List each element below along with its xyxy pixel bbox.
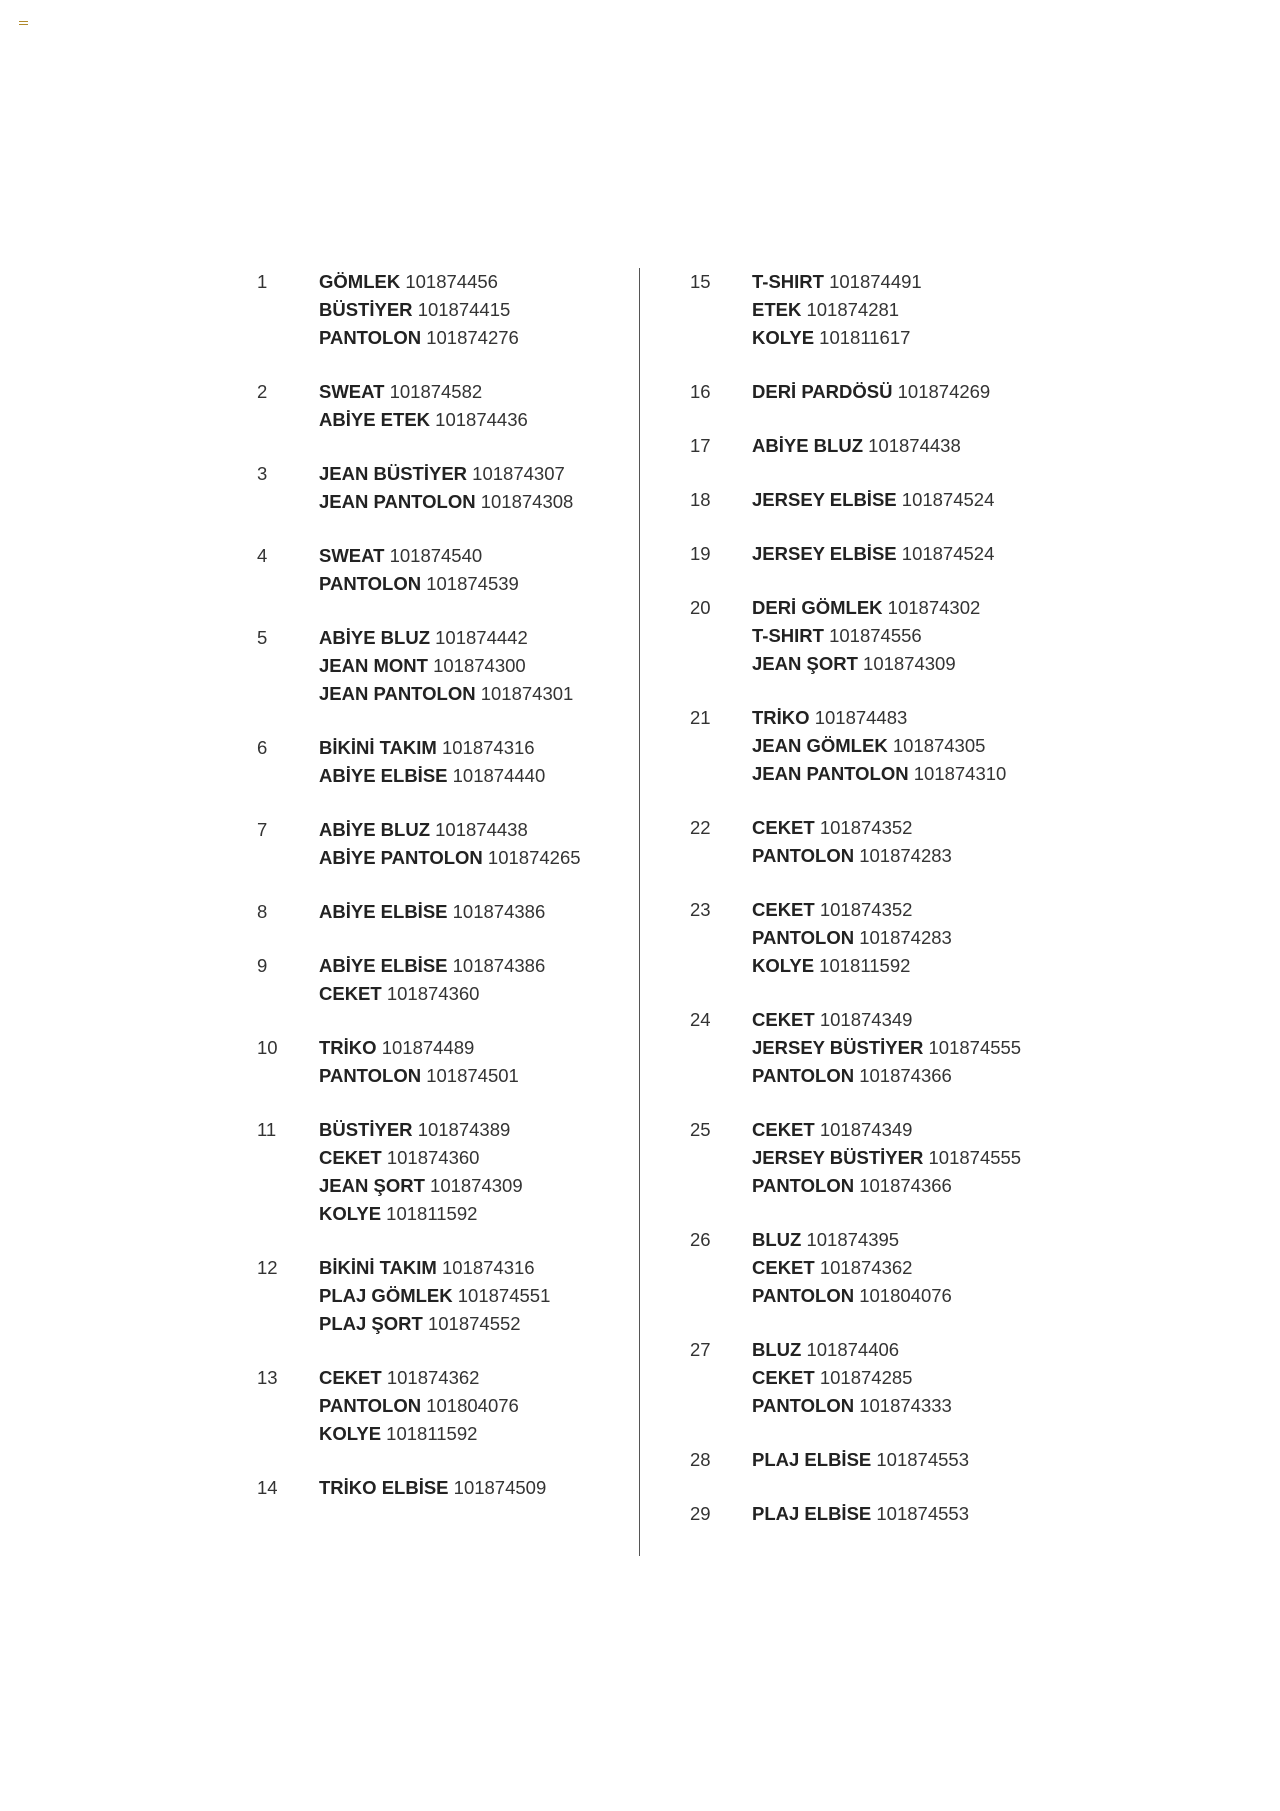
product-name: PANTOLON [319, 1065, 422, 1086]
product-name: PANTOLON [319, 573, 422, 594]
product-name: BLUZ [752, 1339, 802, 1360]
outfit-entry [690, 378, 1110, 406]
product-line [319, 460, 617, 488]
product-line [319, 680, 617, 708]
entry-number: 11 [257, 1119, 277, 1140]
entry-number: 14 [257, 1477, 278, 1498]
product-line [752, 324, 1110, 352]
product-name: TRİKO [752, 707, 810, 728]
outfit-entry [690, 814, 1110, 870]
product-code: 101874524 [901, 543, 995, 564]
product-code: 101874283 [859, 845, 952, 866]
product-line [319, 488, 617, 516]
product-line [752, 1144, 1110, 1172]
product-line [319, 570, 617, 598]
right-column [690, 268, 1110, 1528]
outfit-entry [257, 1474, 617, 1502]
product-line [319, 1062, 617, 1090]
product-code: 101874301 [480, 683, 574, 704]
product-name: PANTOLON [319, 1395, 422, 1416]
outfit-entry [257, 1116, 617, 1228]
product-name: JEAN PANTOLON [752, 763, 909, 784]
product-name: PLAJ ELBİSE [752, 1503, 872, 1524]
product-name: ETEK [752, 299, 802, 320]
product-name: KOLYE [752, 955, 815, 976]
product-name: TRİKO ELBİSE [319, 1477, 449, 1498]
product-name: TRİKO [319, 1037, 377, 1058]
product-code: 101874269 [897, 381, 991, 402]
product-code: 101874307 [472, 463, 565, 484]
product-code: 101874555 [928, 1147, 1022, 1168]
product-code: 101811592 [386, 1203, 478, 1224]
product-code: 101874395 [806, 1229, 900, 1250]
product-code: 101874406 [806, 1339, 900, 1360]
entry-number: 8 [257, 901, 268, 922]
product-code: 101804076 [859, 1285, 952, 1306]
product-line [319, 624, 617, 652]
product-name: CEKET [752, 1257, 815, 1278]
product-code: 101874551 [457, 1285, 551, 1306]
product-name: JEAN PANTOLON [319, 491, 476, 512]
product-name: JERSEY ELBİSE [752, 489, 897, 510]
product-line [752, 1446, 1110, 1474]
entry-number: 5 [257, 627, 268, 648]
entry-number: 25 [690, 1119, 711, 1140]
product-code: 101874415 [417, 299, 511, 320]
product-code: 101874556 [829, 625, 922, 646]
product-code: 101874349 [819, 1119, 913, 1140]
product-line [319, 652, 617, 680]
outfit-entry [690, 1116, 1110, 1200]
product-code: 101874276 [426, 327, 519, 348]
product-name: JERSEY BÜSTİYER [752, 1147, 924, 1168]
entry-number: 26 [690, 1229, 711, 1250]
product-code: 101804076 [426, 1395, 519, 1416]
product-line [752, 378, 1110, 406]
product-name: JEAN GÖMLEK [752, 735, 888, 756]
product-line [752, 1062, 1110, 1090]
product-line [319, 762, 617, 790]
product-code: 101874360 [386, 983, 480, 1004]
product-line [319, 1116, 617, 1144]
product-line [752, 1500, 1110, 1528]
product-name: ABİYE ELBİSE [319, 765, 448, 786]
product-line [752, 1226, 1110, 1254]
outfit-entry [690, 486, 1110, 514]
product-name: ABİYE ETEK [319, 409, 431, 430]
product-code: 101874438 [435, 819, 528, 840]
product-code: 101874309 [430, 1175, 523, 1196]
outfit-entry [257, 268, 617, 352]
outfit-entry [257, 734, 617, 790]
outfit-entry [690, 540, 1110, 568]
product-code: 101874524 [901, 489, 995, 510]
entry-number: 22 [690, 817, 711, 838]
product-code: 101874440 [452, 765, 546, 786]
product-code: 101874366 [859, 1175, 952, 1196]
product-name: GÖMLEK [319, 271, 401, 292]
entry-number: 10 [257, 1037, 278, 1058]
product-name: CEKET [752, 1367, 815, 1388]
product-line [752, 432, 1110, 460]
outfit-entry [257, 460, 617, 516]
product-name: SWEAT [319, 381, 385, 402]
product-code: 101874438 [868, 435, 961, 456]
product-line [752, 1254, 1110, 1282]
product-code: 101874285 [819, 1367, 913, 1388]
outfit-entry [690, 1446, 1110, 1474]
product-line [319, 378, 617, 406]
product-line [319, 952, 617, 980]
product-code: 101874553 [876, 1449, 969, 1470]
product-line [752, 1116, 1110, 1144]
product-line [319, 1254, 617, 1282]
product-line [319, 816, 617, 844]
product-code: 101874501 [426, 1065, 519, 1086]
product-name: T-SHIRT [752, 271, 824, 292]
entry-number: 24 [690, 1009, 711, 1030]
product-name: KOLYE [319, 1203, 382, 1224]
product-code: 101874456 [405, 271, 498, 292]
product-line [752, 1392, 1110, 1420]
product-line [319, 1310, 617, 1338]
product-code: 101811592 [386, 1423, 478, 1444]
product-line [752, 1364, 1110, 1392]
product-line [752, 1034, 1110, 1062]
product-name: KOLYE [319, 1423, 382, 1444]
product-code: 101874316 [441, 737, 535, 758]
product-name: KOLYE [752, 327, 815, 348]
product-line [752, 268, 1110, 296]
product-name: ABİYE BLUZ [319, 627, 430, 648]
outfit-entry [257, 952, 617, 1008]
product-line [752, 594, 1110, 622]
product-code: 101874308 [480, 491, 574, 512]
product-name: PANTOLON [752, 1175, 855, 1196]
entry-number: 9 [257, 955, 268, 976]
product-line [319, 1034, 617, 1062]
product-code: 101874300 [433, 655, 526, 676]
menu-icon[interactable] [19, 21, 28, 27]
product-name: PANTOLON [752, 1285, 855, 1306]
product-code: 101874539 [426, 573, 519, 594]
product-line [319, 844, 617, 872]
outfit-entry [690, 704, 1110, 788]
product-name: T-SHIRT [752, 625, 824, 646]
entry-number: 29 [690, 1503, 711, 1524]
product-name: BİKİNİ TAKIM [319, 1257, 437, 1278]
product-name: ABİYE BLUZ [319, 819, 430, 840]
product-line [319, 296, 617, 324]
product-name: PANTOLON [752, 1065, 855, 1086]
entry-number: 2 [257, 381, 268, 402]
product-line [319, 1172, 617, 1200]
product-code: 101874386 [452, 955, 546, 976]
product-code: 101874483 [814, 707, 908, 728]
product-line [752, 704, 1110, 732]
product-name: ABİYE ELBİSE [319, 901, 448, 922]
outfit-entry [690, 1500, 1110, 1528]
product-code: 101874352 [819, 817, 913, 838]
entry-number: 20 [690, 597, 711, 618]
entry-number: 12 [257, 1257, 278, 1278]
outfit-entry [690, 594, 1110, 678]
product-name: PANTOLON [752, 845, 855, 866]
product-code: 101874555 [928, 1037, 1022, 1058]
product-name: SWEAT [319, 545, 385, 566]
product-line [752, 842, 1110, 870]
product-code: 101874352 [819, 899, 913, 920]
product-code: 101874362 [819, 1257, 913, 1278]
entry-number: 7 [257, 819, 268, 840]
product-name: PANTOLON [752, 1395, 855, 1416]
product-code: 101874302 [887, 597, 981, 618]
product-name: BİKİNİ TAKIM [319, 737, 437, 758]
product-code: 101874362 [386, 1367, 480, 1388]
column-divider [639, 268, 640, 1556]
product-name: JERSEY BÜSTİYER [752, 1037, 924, 1058]
product-line [319, 542, 617, 570]
outfit-entry [690, 1006, 1110, 1090]
product-line [319, 1420, 617, 1448]
product-name: BLUZ [752, 1229, 802, 1250]
product-code: 101874283 [859, 927, 952, 948]
product-code: 101874436 [435, 409, 528, 430]
product-line [319, 268, 617, 296]
product-code: 101874366 [859, 1065, 952, 1086]
product-code: 101874316 [441, 1257, 535, 1278]
entry-number: 15 [690, 271, 711, 292]
product-line [752, 732, 1110, 760]
product-code: 101874386 [452, 901, 546, 922]
product-line [752, 622, 1110, 650]
product-line [752, 924, 1110, 952]
product-name: ABİYE PANTOLON [319, 847, 483, 868]
product-line [752, 296, 1110, 324]
product-name: PLAJ GÖMLEK [319, 1285, 453, 1306]
product-code: 101874491 [829, 271, 922, 292]
product-line [752, 952, 1110, 980]
outfit-entry [690, 1336, 1110, 1420]
outfit-entry [257, 1364, 617, 1448]
product-name: ABİYE ELBİSE [319, 955, 448, 976]
outfit-entry [690, 432, 1110, 460]
product-line [319, 1282, 617, 1310]
entry-number: 19 [690, 543, 711, 564]
product-line [319, 1392, 617, 1420]
product-line [319, 898, 617, 926]
product-code: 101874309 [863, 653, 956, 674]
product-code: 101874489 [381, 1037, 475, 1058]
entry-number: 23 [690, 899, 711, 920]
outfit-entry [257, 1254, 617, 1338]
product-line [319, 1474, 617, 1502]
product-name: CEKET [752, 1009, 815, 1030]
product-code: 101874552 [427, 1313, 521, 1334]
product-line [319, 324, 617, 352]
product-line [752, 760, 1110, 788]
entry-number: 16 [690, 381, 711, 402]
entry-number: 1 [257, 271, 268, 292]
product-line [319, 1144, 617, 1172]
product-code: 101811617 [819, 327, 911, 348]
product-name: JEAN PANTOLON [319, 683, 476, 704]
product-line [752, 1336, 1110, 1364]
outfit-entry [257, 816, 617, 872]
product-line [752, 1282, 1110, 1310]
product-name: CEKET [319, 1147, 382, 1168]
product-line [319, 1200, 617, 1228]
product-line [319, 1364, 617, 1392]
entry-number: 3 [257, 463, 268, 484]
product-code: 101874582 [389, 381, 483, 402]
product-name: PANTOLON [752, 927, 855, 948]
outfit-entry [690, 896, 1110, 980]
product-name: BÜSTİYER [319, 1119, 413, 1140]
product-name: JEAN MONT [319, 655, 428, 676]
entry-number: 27 [690, 1339, 711, 1360]
product-code: 101874305 [892, 735, 986, 756]
entry-number: 21 [690, 707, 711, 728]
product-name: JERSEY ELBİSE [752, 543, 897, 564]
product-name: PANTOLON [319, 327, 422, 348]
entry-number: 6 [257, 737, 268, 758]
product-code: 101874310 [913, 763, 1007, 784]
product-line [752, 896, 1110, 924]
product-code: 101874333 [859, 1395, 952, 1416]
outfit-entry [257, 542, 617, 598]
product-name: BÜSTİYER [319, 299, 413, 320]
product-name: JEAN BÜSTİYER [319, 463, 468, 484]
entry-number: 4 [257, 545, 268, 566]
left-column [257, 268, 617, 1502]
product-line [752, 1006, 1110, 1034]
product-name: PLAJ ŞORT [319, 1313, 423, 1334]
product-name: JEAN ŞORT [319, 1175, 425, 1196]
product-code: 101874553 [876, 1503, 969, 1524]
product-name: DERİ PARDÖSÜ [752, 381, 893, 402]
entry-number: 17 [690, 435, 711, 456]
product-name: CEKET [752, 1119, 815, 1140]
product-code: 101874509 [453, 1477, 547, 1498]
product-name: ABİYE BLUZ [752, 435, 863, 456]
outfit-entry [690, 268, 1110, 352]
product-line [752, 814, 1110, 842]
outfit-entry [690, 1226, 1110, 1310]
product-name: CEKET [319, 983, 382, 1004]
product-code: 101874281 [806, 299, 900, 320]
product-code: 101811592 [819, 955, 911, 976]
product-line [752, 540, 1110, 568]
product-name: CEKET [752, 817, 815, 838]
product-name: PLAJ ELBİSE [752, 1449, 872, 1470]
product-code: 101874349 [819, 1009, 913, 1030]
product-code: 101874442 [435, 627, 528, 648]
product-line [319, 406, 617, 434]
entry-number: 18 [690, 489, 711, 510]
product-name: CEKET [319, 1367, 382, 1388]
product-name: JEAN ŞORT [752, 653, 858, 674]
outfit-entry [257, 624, 617, 708]
product-code: 101874540 [389, 545, 483, 566]
product-line [319, 980, 617, 1008]
entry-number: 28 [690, 1449, 711, 1470]
product-line [752, 486, 1110, 514]
product-line [752, 1172, 1110, 1200]
entry-number: 13 [257, 1367, 278, 1388]
outfit-entry [257, 898, 617, 926]
outfit-entry [257, 378, 617, 434]
product-code: 101874265 [487, 847, 581, 868]
product-name: DERİ GÖMLEK [752, 597, 883, 618]
outfit-entry [257, 1034, 617, 1090]
product-code: 101874389 [417, 1119, 511, 1140]
product-line [752, 650, 1110, 678]
product-line [319, 734, 617, 762]
product-code: 101874360 [386, 1147, 480, 1168]
product-name: CEKET [752, 899, 815, 920]
